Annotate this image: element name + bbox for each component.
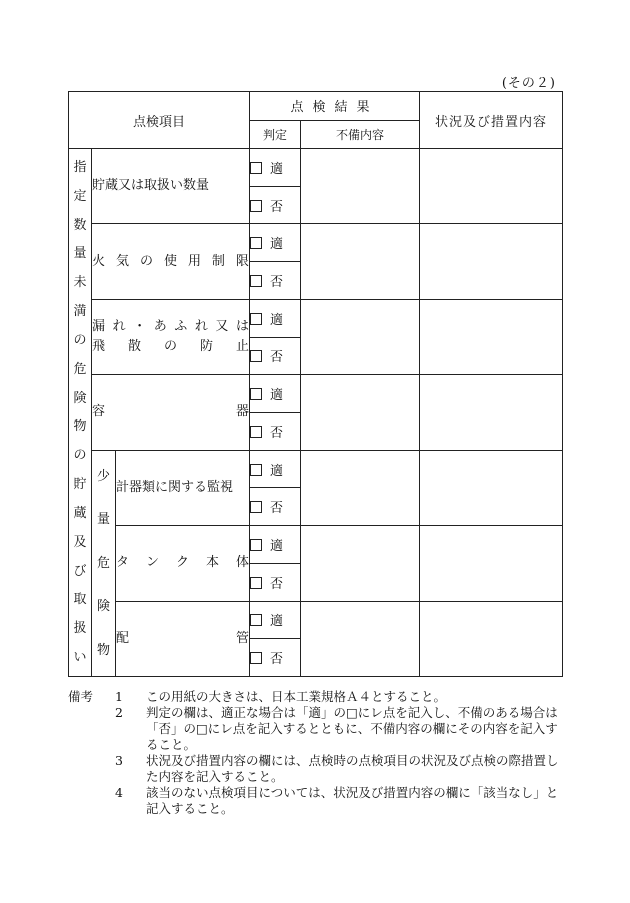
judgment-ok[interactable]: 適 <box>250 450 301 488</box>
item-label-char: 防 <box>199 339 213 355</box>
category-char: 数 <box>73 217 87 233</box>
item-container <box>92 375 250 450</box>
status-cell[interactable] <box>420 149 563 224</box>
category-char: 物 <box>73 419 87 435</box>
item-label-char: あ <box>153 318 167 334</box>
judgment-ng[interactable]: 否 <box>250 639 301 677</box>
defect-cell[interactable] <box>301 601 420 677</box>
category-char: 扱 <box>73 621 87 637</box>
item-label-char: 止 <box>235 339 249 355</box>
subcategory-char: 物 <box>96 642 110 658</box>
item-label-char: 体 <box>235 555 249 571</box>
judgment-ng[interactable]: 否 <box>250 337 301 375</box>
category-char: の <box>73 332 87 348</box>
item-label-char: 制 <box>211 253 225 269</box>
item-label-char: 器 <box>235 404 249 420</box>
checkbox[interactable] <box>250 577 262 589</box>
item-label-char: れ <box>194 318 208 334</box>
defect-cell[interactable] <box>301 149 420 224</box>
judgment-ok[interactable]: 適 <box>250 224 301 262</box>
status-cell[interactable] <box>420 526 563 601</box>
category-char: 指 <box>73 159 87 175</box>
item-label-char: 使 <box>163 253 177 269</box>
item-tank-body <box>116 526 250 601</box>
page-label: (その２) <box>501 76 556 91</box>
item-label-char: 用 <box>187 253 201 269</box>
item-quantity: 貯蔵又は取扱い数量 <box>92 149 250 224</box>
category-char: 取 <box>73 592 87 608</box>
defect-cell[interactable] <box>301 224 420 299</box>
judgment-ok[interactable]: 適 <box>250 375 301 413</box>
item-label-char: 容 <box>92 404 106 420</box>
item-label-char: 漏 <box>92 318 106 334</box>
checkbox[interactable] <box>250 350 262 362</box>
item-label-char: の <box>139 253 153 269</box>
item-label-char: 火 <box>92 253 106 269</box>
header-status: 状況及び措置内容 <box>420 92 563 149</box>
note-item: 3 状況及び措置内容の欄には、点検時の点検項目の状況及び点検の際措置した内容を記入すること。 <box>115 753 559 784</box>
judgment-ng[interactable]: 否 <box>250 262 301 300</box>
checkbox[interactable] <box>250 162 262 174</box>
judgment-ng[interactable]: 否 <box>250 412 301 450</box>
item-label-char: れ <box>112 318 126 334</box>
notes-title: 備考 <box>68 689 94 704</box>
category-char: び <box>73 563 87 579</box>
item-label-char: ふ <box>174 318 188 334</box>
judgment-ok[interactable]: 適 <box>250 526 301 564</box>
note-item: 4 該当のない点検項目については、状況及び措置内容の欄に「該当なし」と記入すること。 <box>115 785 559 816</box>
judgment-ok[interactable]: 適 <box>250 299 301 337</box>
category-char: の <box>73 448 87 464</box>
category-char: 危 <box>73 361 87 377</box>
category-char: 定 <box>73 188 87 204</box>
subcategory-label <box>92 450 116 676</box>
subcategory-char: 険 <box>96 599 110 615</box>
checkbox[interactable] <box>250 426 262 438</box>
header-item: 点検項目 <box>69 92 250 149</box>
item-label-char: ・ <box>133 318 147 334</box>
defect-cell[interactable] <box>301 526 420 601</box>
notes <box>68 689 568 817</box>
inspection-table <box>68 91 563 677</box>
checkbox[interactable] <box>250 464 262 476</box>
checkbox[interactable] <box>250 501 262 513</box>
item-label-char: 飛 <box>92 339 106 355</box>
item-label-char: 配 <box>116 630 130 646</box>
checkbox[interactable] <box>250 388 262 400</box>
judgment-ng[interactable]: 否 <box>250 488 301 526</box>
item-piping <box>116 601 250 677</box>
status-cell[interactable] <box>420 224 563 299</box>
subcategory-char: 危 <box>96 555 110 571</box>
item-label-char: 限 <box>235 253 249 269</box>
category-char: 満 <box>73 304 87 320</box>
status-cell[interactable] <box>420 450 563 525</box>
status-cell[interactable] <box>420 375 563 450</box>
header-result: 点検結果 <box>250 92 420 121</box>
checkbox[interactable] <box>250 200 262 212</box>
item-label-char: ン <box>145 555 159 571</box>
category-char: 及 <box>73 534 87 550</box>
item-label-char: 気 <box>115 253 129 269</box>
subcategory-char: 量 <box>96 512 110 528</box>
item-label-char: 又 <box>215 318 229 334</box>
judgment-ng[interactable]: 否 <box>250 563 301 601</box>
subcategory-char: 少 <box>96 468 110 484</box>
category-char: い <box>73 650 87 666</box>
category-char: 未 <box>73 275 87 291</box>
item-label-char: ク <box>175 555 189 571</box>
checkbox[interactable] <box>250 275 262 287</box>
category-char: 険 <box>73 390 87 406</box>
defect-cell[interactable] <box>301 450 420 525</box>
item-label-char: タ <box>116 555 130 571</box>
defect-cell[interactable] <box>301 299 420 374</box>
status-cell[interactable] <box>420 601 563 677</box>
checkbox[interactable] <box>250 237 262 249</box>
category-char: 量 <box>73 246 87 262</box>
judgment-ok[interactable]: 適 <box>250 601 301 639</box>
note-item: 2 判定の欄は、適正な場合は「適」の□にレ点を記入し、不備のある場合は「否」の□にレ点を記入するとともに、不備内容の欄にその内容を記入すること。 <box>115 705 558 752</box>
item-gauge-monitoring: 計器類に関する監視 <box>116 450 250 525</box>
category-char: 貯 <box>73 477 87 493</box>
note-item: 1 この用紙の大きさは、日本工業規格Ａ４とすること。 <box>115 689 447 704</box>
item-label-char: 散 <box>127 339 141 355</box>
item-leak-prevention <box>92 299 250 374</box>
checkbox[interactable] <box>250 652 262 664</box>
header-judgment: 判定 <box>250 120 301 149</box>
defect-cell[interactable] <box>301 375 420 450</box>
header-defect: 不備内容 <box>301 120 420 149</box>
judgment-ok[interactable]: 適 <box>250 149 301 187</box>
item-fire-restriction <box>92 224 250 299</box>
status-cell[interactable] <box>420 299 563 374</box>
checkbox[interactable] <box>250 539 262 551</box>
judgment-ng[interactable]: 否 <box>250 186 301 224</box>
category-label <box>69 149 92 677</box>
category-char: 蔵 <box>73 505 87 521</box>
item-label-char: 本 <box>205 555 219 571</box>
checkbox[interactable] <box>250 313 262 325</box>
item-label-char: 管 <box>235 630 249 646</box>
item-label-char: は <box>235 318 249 334</box>
item-label-char: の <box>163 339 177 355</box>
checkbox[interactable] <box>250 614 262 626</box>
